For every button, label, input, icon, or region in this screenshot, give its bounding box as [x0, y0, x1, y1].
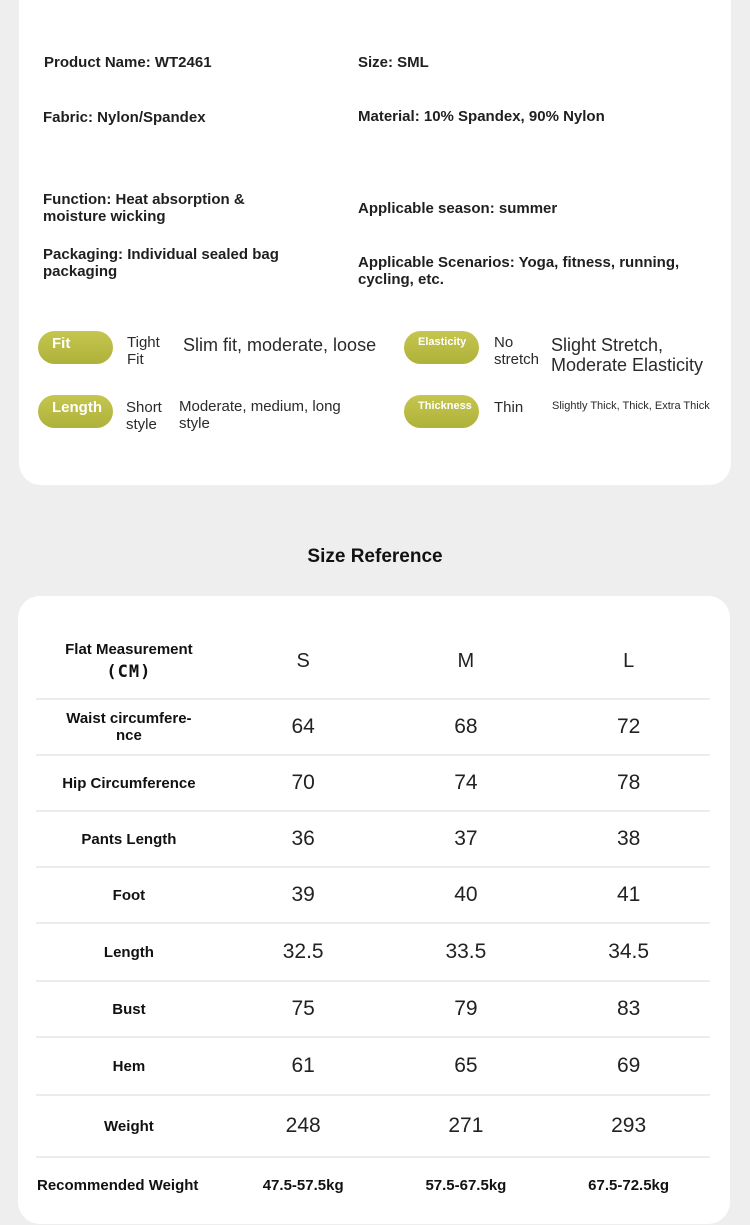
length-options: [179, 398, 341, 432]
recommended-weight-s: 47.5-57.5kg: [222, 1157, 385, 1213]
cell-value: 65: [385, 1037, 548, 1095]
cell-value: 37: [385, 811, 548, 867]
spec-product-name: Product Name: WT2461: [44, 54, 212, 71]
thickness-badge: Thickness: [404, 395, 479, 428]
length-selected-line2: style: [126, 416, 157, 433]
fit-badge: Fit: [38, 331, 113, 364]
elasticity-selected-line1: No: [494, 334, 514, 351]
table-row: [36, 981, 710, 1037]
cell-value: 78: [547, 755, 710, 811]
elasticity-badge: Elasticity: [404, 331, 479, 364]
header-size-s: S: [296, 649, 310, 672]
row-label: Pants Length: [36, 811, 222, 867]
cell-value: 36: [222, 811, 385, 867]
length-badge: Length: [38, 395, 113, 428]
size-reference-title: Size Reference: [307, 546, 443, 567]
row-label: Hip Circumference: [36, 755, 222, 811]
product-info-card: [19, 0, 731, 485]
thickness-selected: Thin: [494, 399, 524, 416]
cell-value: 38: [547, 811, 710, 867]
table-header-row: [36, 624, 710, 699]
recommended-weight-row: [36, 1157, 710, 1213]
spec-season: Applicable season: summer: [358, 200, 558, 217]
cell-value: 32.5: [222, 923, 385, 981]
size-reference-card: [18, 596, 730, 1224]
row-label: [36, 699, 222, 755]
row-label: Bust: [36, 981, 222, 1037]
header-label: Flat Measurement: [65, 641, 193, 658]
elasticity-options: [551, 335, 703, 375]
row-label: Hem: [36, 1037, 222, 1095]
table-row: [36, 699, 710, 755]
size-table: [36, 624, 710, 1213]
spec-material: Material: 10% Spandex, 90% Nylon: [358, 108, 605, 125]
spec-packaging-line1: Packaging: Individual sealed bag: [43, 246, 279, 263]
header-size-l: L: [623, 649, 635, 672]
row-label-line2: nce: [115, 727, 142, 744]
fit-options: Slim fit, moderate, loose: [183, 335, 377, 355]
fit-selected-line1: Tight: [127, 334, 160, 351]
length-options-line1: Moderate, medium, long: [179, 398, 341, 415]
recommended-weight-label: Recommended Weight: [36, 1157, 222, 1213]
spec-function-line2: moisture wicking: [43, 208, 166, 225]
cell-value: 70: [222, 755, 385, 811]
cell-value: 33.5: [385, 923, 548, 981]
recommended-weight-m: 57.5-67.5kg: [385, 1157, 548, 1213]
header-label-cell: [36, 624, 222, 699]
cell-value: 75: [222, 981, 385, 1037]
table-row: [36, 1037, 710, 1095]
spec-function-line1: Function: Heat absorption &: [43, 191, 245, 208]
cell-value: 271: [385, 1095, 548, 1157]
length-selected-line1: Short: [126, 399, 162, 416]
length-selected: [126, 399, 162, 433]
table-row: [36, 1095, 710, 1157]
thickness-options: Slightly Thick, Thick, Extra Thick: [552, 400, 710, 412]
cell-value: 41: [547, 867, 710, 923]
elasticity-selected-line2: stretch: [494, 351, 540, 368]
cell-value: 68: [385, 699, 548, 755]
cell-value: 79: [385, 981, 548, 1037]
cell-value: 34.5: [547, 923, 710, 981]
elasticity-options-line2: Moderate Elasticity: [551, 355, 704, 375]
spec-function: [43, 191, 245, 225]
length-options-line2: style: [179, 415, 210, 432]
row-label: Foot: [36, 867, 222, 923]
table-row: [36, 867, 710, 923]
spec-packaging-line2: packaging: [43, 263, 118, 280]
table-row: [36, 923, 710, 981]
row-label: Weight: [36, 1095, 222, 1157]
row-label-line1: Waist circumfere-: [66, 710, 192, 727]
table-row: [36, 811, 710, 867]
fit-selected-line2: Fit: [127, 351, 144, 368]
cell-value: 83: [547, 981, 710, 1037]
header-size-m: M: [457, 649, 475, 672]
cell-value: 39: [222, 867, 385, 923]
cell-value: 72: [547, 699, 710, 755]
header-unit: (CM): [106, 662, 152, 682]
cell-value: 293: [547, 1095, 710, 1157]
spec-size: Size: SML: [358, 54, 429, 71]
cell-value: 69: [547, 1037, 710, 1095]
elasticity-selected: [494, 334, 539, 368]
spec-fabric: Fabric: Nylon/Spandex: [43, 109, 206, 126]
fit-selected: [127, 334, 160, 368]
spec-scenarios: Applicable Scenarios: Yoga, fitness, running, cycling, etc.: [358, 254, 680, 288]
cell-value: 74: [385, 755, 548, 811]
table-row: [36, 755, 710, 811]
spec-packaging: [43, 246, 279, 280]
row-label: Length: [36, 923, 222, 981]
cell-value: 64: [222, 699, 385, 755]
cell-value: 61: [222, 1037, 385, 1095]
recommended-weight-l: 67.5-72.5kg: [547, 1157, 710, 1213]
elasticity-options-line1: Slight Stretch,: [551, 335, 664, 355]
cell-value: 248: [222, 1095, 385, 1157]
cell-value: 40: [385, 867, 548, 923]
